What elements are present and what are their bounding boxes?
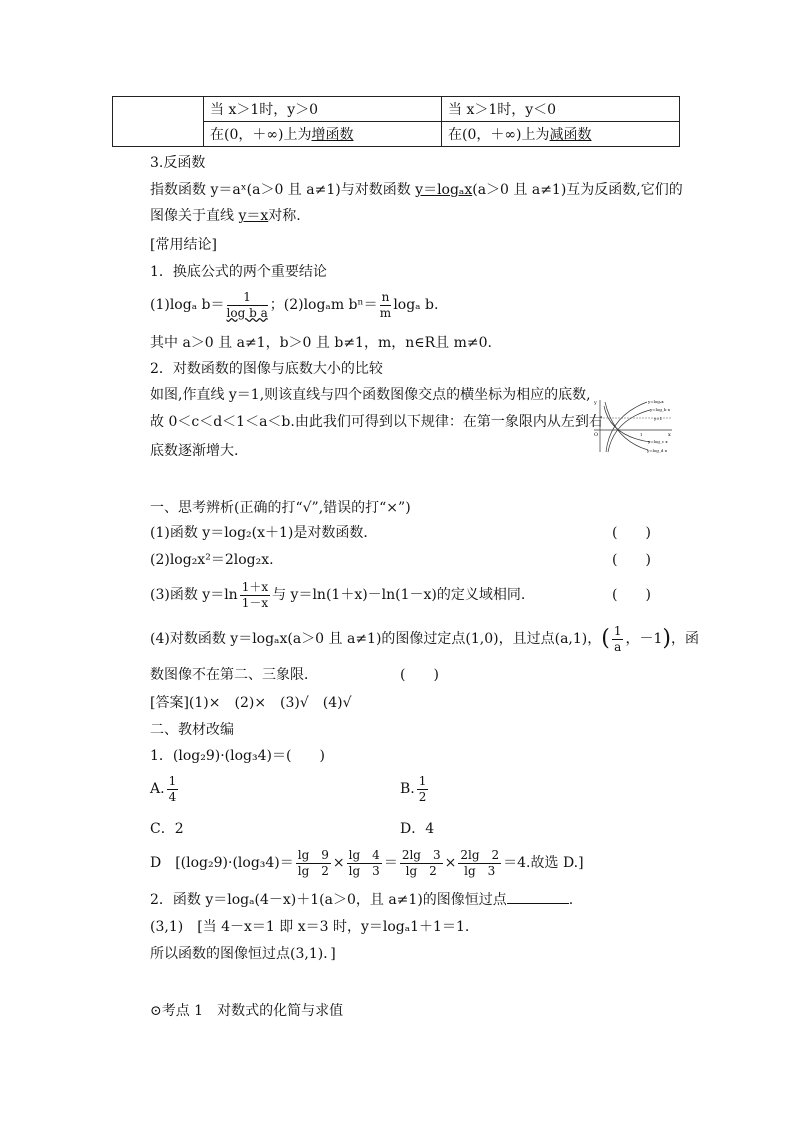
question bbox=[150, 622, 699, 656]
origin-label: O bbox=[594, 432, 599, 438]
fraction bbox=[612, 624, 624, 655]
fraction bbox=[458, 848, 501, 879]
subsection-title: 2．对数函数的图像与底数大小的比较 bbox=[150, 361, 383, 377]
axis-label-y: y bbox=[594, 400, 597, 406]
question bbox=[150, 891, 573, 909]
paragraph-line: 其中 a＞0 且 a≠1，b＞0 且 b≠1，m，n∈R且 m≠0. bbox=[150, 335, 492, 351]
numerator: lg 4 bbox=[348, 847, 380, 862]
denominator: 1－x bbox=[241, 595, 269, 610]
denominator: lg 2 bbox=[297, 863, 329, 878]
denominator: a bbox=[614, 639, 622, 654]
exercise-title: 一、思考辨析(正确的打“√”,错误的打“×”) bbox=[150, 500, 411, 516]
table-cell bbox=[204, 122, 442, 147]
cell-text: 在(0，＋∞)上为 bbox=[210, 127, 312, 143]
curve-log-b bbox=[608, 410, 650, 452]
text: －1 bbox=[639, 631, 663, 647]
tick-label-1: 1 bbox=[640, 432, 643, 437]
section-title: 3.反函数 bbox=[150, 155, 206, 171]
option-c: C．2 bbox=[150, 821, 184, 837]
fraction bbox=[400, 848, 443, 879]
text: D [(log₂9)·(log₃4)＝ bbox=[150, 855, 294, 871]
exercise-title: 二、教材改编 bbox=[150, 722, 234, 738]
question: (1)函数 y＝log₂(x＋1)是对数函数． bbox=[150, 525, 378, 541]
paragraph-line: 如图,作直线 y＝1,则该直线与四个函数图像交点的横坐标为相应的底数, bbox=[150, 387, 591, 403]
text-underlined: y＝x bbox=[238, 208, 269, 224]
question: 1．(log₂9)·(log₃4)＝( ) bbox=[150, 748, 325, 764]
times-sign: × bbox=[332, 855, 345, 871]
denominator: lg 2 bbox=[405, 863, 437, 878]
answer-blank bbox=[507, 891, 569, 904]
text: . bbox=[568, 892, 574, 908]
curve-label: y=1 bbox=[654, 416, 663, 421]
answer-paren: ( ) bbox=[400, 667, 439, 683]
denominator: 2 bbox=[418, 789, 427, 804]
curve-log-d bbox=[605, 402, 648, 450]
curve-label: y=logₐx bbox=[648, 399, 664, 404]
text: A. bbox=[150, 781, 165, 797]
question bbox=[150, 578, 525, 612]
text: B. bbox=[400, 781, 415, 797]
subsection-title: 1．换底公式的两个重要结论 bbox=[150, 264, 327, 280]
text: logₐ b. bbox=[393, 297, 439, 313]
denominator: lg 3 bbox=[348, 863, 380, 878]
paren-open: ( bbox=[601, 626, 610, 651]
table-cell bbox=[442, 97, 680, 122]
solution bbox=[150, 846, 584, 880]
text: (a＞0 且 a≠1)互为反函数,它们的 bbox=[472, 182, 683, 198]
curve-log-a bbox=[606, 402, 647, 452]
question: 数图像不在第二、三象限． bbox=[150, 667, 318, 683]
cell-text-underlined: 增函数 bbox=[311, 127, 354, 143]
fraction bbox=[240, 580, 270, 611]
text-underlined: y＝logₐx bbox=[415, 182, 473, 198]
text: 对称. bbox=[268, 208, 301, 224]
paragraph-line bbox=[150, 181, 683, 199]
text: 图像关于直线 bbox=[150, 208, 239, 224]
numerator: lg 9 bbox=[297, 847, 329, 862]
numerator: 1 bbox=[613, 623, 622, 638]
text: ；(2)logₐm bⁿ＝ bbox=[269, 297, 378, 313]
text: (4)对数函数 y＝logₐx(a＞0 且 a≠1)的图像过定点(1,0)，且过点(a,1)， bbox=[150, 631, 602, 647]
curve-log-c bbox=[604, 406, 650, 442]
fraction bbox=[417, 774, 429, 805]
answer-paren: ( ) bbox=[612, 525, 651, 541]
formula-line bbox=[150, 288, 438, 322]
denominator: 4 bbox=[168, 789, 177, 804]
table-cell bbox=[442, 122, 680, 147]
question: (2)log₂x²＝2log₂x. bbox=[150, 552, 274, 568]
numerator: 1 bbox=[418, 773, 427, 788]
denominator: log b a bbox=[226, 305, 268, 320]
numerator: 2lg 2 bbox=[460, 847, 500, 862]
text: 指数函数 y＝aˣ(a＞0 且 a≠1)与对数函数 bbox=[150, 182, 416, 198]
curve-label: y=log_c x bbox=[648, 439, 668, 444]
cell-text-underlined: 减函数 bbox=[549, 127, 592, 143]
fraction bbox=[167, 774, 179, 805]
text: (1)logₐ b＝ bbox=[150, 297, 225, 313]
denominator: m bbox=[379, 305, 392, 320]
answer: (3,1) [当 4－x＝1 即 x＝3 时，y＝logₐ1＋1＝1. bbox=[150, 919, 470, 935]
curve-label: y=log_b x bbox=[650, 407, 670, 412]
paren-close: ) bbox=[662, 626, 671, 651]
option-b bbox=[400, 772, 430, 806]
text: ＝4.故选 D.] bbox=[503, 855, 584, 871]
equals-sign: ＝ bbox=[383, 855, 398, 871]
comma: ， bbox=[625, 631, 640, 647]
paragraph-line: 底数逐渐增大. bbox=[150, 443, 239, 459]
answer: 所以函数的图像恒过点(3,1)．] bbox=[150, 946, 336, 962]
fraction bbox=[227, 290, 268, 321]
cell-text: 当 x＞1时，y＞0 bbox=[210, 102, 319, 118]
option-a bbox=[150, 772, 180, 806]
numerator: 1 bbox=[168, 773, 177, 788]
topic-heading: ⊙考点 1 对数式的化简与求值 bbox=[150, 1003, 344, 1019]
section-title: [常用结论] bbox=[150, 237, 217, 253]
text: 与 y＝ln(1＋x)－ln(1－x)的定义域相同. bbox=[272, 587, 526, 603]
answer-paren: ( ) bbox=[612, 587, 651, 603]
log-graph bbox=[592, 396, 674, 454]
cell-text: 在(0，＋∞)上为 bbox=[448, 127, 550, 143]
text: (3)函数 y＝ln bbox=[150, 587, 238, 603]
answer-paren: ( ) bbox=[612, 552, 651, 568]
paragraph-line: 故 0＜c＜d＜1＜a＜b.由此我们可得到以下规律：在第一象限内从左到右 bbox=[150, 414, 603, 430]
fraction bbox=[347, 848, 382, 879]
text: ，函 bbox=[670, 631, 699, 647]
fraction bbox=[380, 290, 392, 321]
numerator: 1 bbox=[227, 290, 268, 306]
answer: [答案](1)× (2)× (3)√ (4)√ bbox=[150, 695, 352, 711]
numerator: 1＋x bbox=[241, 579, 269, 594]
table-cell bbox=[204, 97, 442, 122]
curve-label: y=log_d x bbox=[647, 448, 667, 453]
axis-label-x: x bbox=[668, 432, 671, 438]
numerator: 2lg 3 bbox=[401, 847, 441, 862]
table-empty-cell bbox=[113, 97, 204, 147]
text: 2．函数 y＝logₐ(4－x)＋1(a＞0，且 a≠1)的图像恒过点 bbox=[150, 892, 507, 908]
option-d: D．4 bbox=[400, 821, 435, 837]
times-sign: × bbox=[444, 855, 457, 871]
cell-text: 当 x＞1时，y＜0 bbox=[448, 102, 557, 118]
paragraph-line bbox=[150, 207, 301, 225]
numerator: n bbox=[381, 289, 390, 304]
fraction bbox=[296, 848, 331, 879]
property-table bbox=[112, 96, 680, 147]
denominator: lg 3 bbox=[464, 863, 496, 878]
